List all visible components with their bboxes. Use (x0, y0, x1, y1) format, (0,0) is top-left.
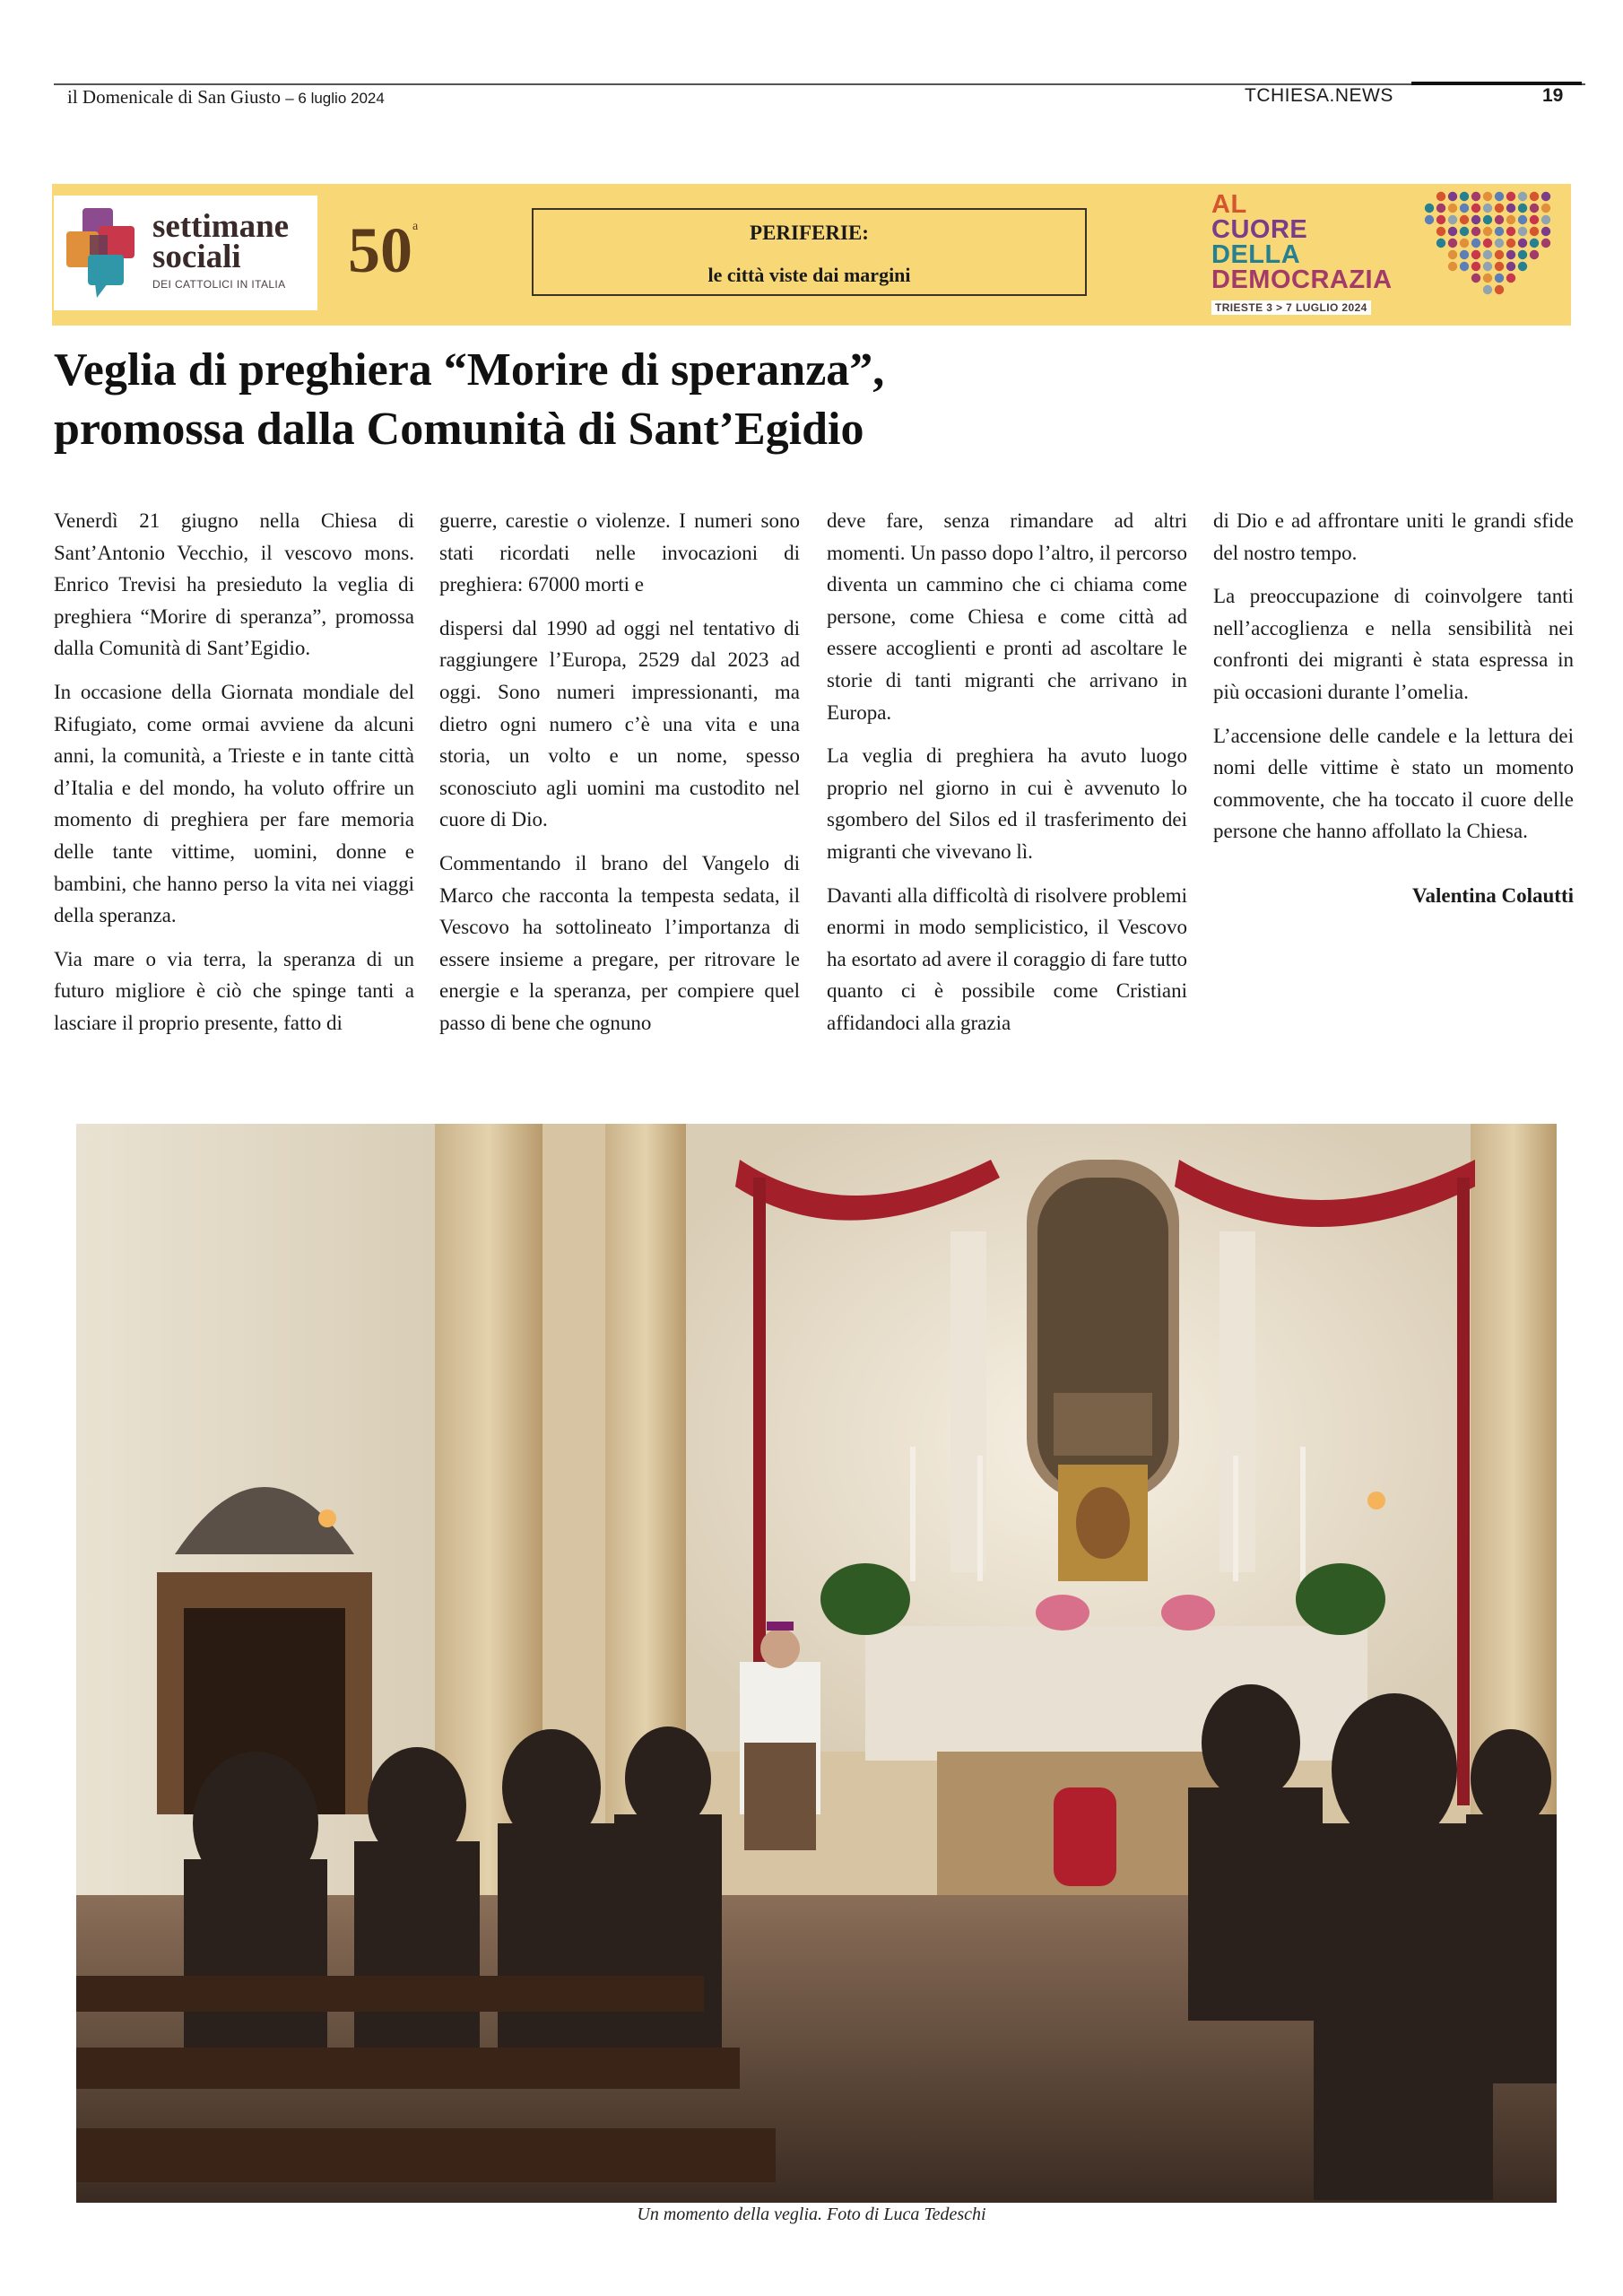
heart-dot (1448, 239, 1457, 248)
article-headline (54, 341, 1130, 459)
heart-dot (1460, 250, 1469, 259)
paragraph: deve fare, senza rimandare ad altri momenti. Un passo dopo l’altro, il percorso diventa un cammino che ci chiama come persone, come Chiesa e come città ad essere accoglienti e pronti ad ascoltare le storie di tanti migranti che arrivano in Europa. (827, 509, 1187, 724)
heart-dot (1448, 262, 1457, 271)
section-subtitle: le città viste dai margini (707, 264, 911, 286)
heart-dot (1471, 274, 1480, 283)
heart-dot (1495, 192, 1504, 201)
heart-dot (1530, 227, 1539, 236)
heart-dot (1471, 204, 1480, 213)
paragraph: guerre, carestie o violenze. I numeri sono stati ricordati nelle invocazioni di preghiera: 67000 morti e (439, 509, 800, 596)
logo-line-2: sociali (152, 239, 241, 275)
article-author: Valentina Colautti (1412, 883, 1574, 907)
section-title: PERIFERIE: (750, 222, 869, 244)
heart-dot (1506, 239, 1515, 248)
heart-dot (1495, 262, 1504, 271)
heart-dot (1471, 250, 1480, 259)
heart-dot (1506, 227, 1515, 236)
heart-dot (1541, 204, 1550, 213)
heart-dot (1495, 239, 1504, 248)
heart-dot (1471, 227, 1480, 236)
heart-dot (1448, 215, 1457, 224)
publication-name: il Domenicale di San Giusto (67, 86, 281, 108)
heart-dot (1483, 262, 1492, 271)
heart-dot (1495, 227, 1504, 236)
page-number: 19 (1542, 85, 1564, 106)
publication-header (67, 86, 385, 109)
anniversary-number: 50 (348, 214, 412, 286)
heart-dot (1530, 215, 1539, 224)
event-dates: TRIESTE 3 > 7 LUGLIO 2024 (1211, 300, 1371, 315)
speech-bubbles-icon (63, 204, 142, 301)
heart-dot (1471, 262, 1480, 271)
headline-line-2: promossa dalla Comunità di Sant’Egidio (54, 404, 864, 455)
article-column-2 (439, 505, 800, 1051)
heart-dot (1483, 227, 1492, 236)
heart-dot (1460, 192, 1469, 201)
paragraph: In occasione della Giornata mondiale del Rifugiato, come ormai avviene da alcuni anni, la comunità, a Trieste e in tante città d’Italia e del mondo, ha voluto offrire un momento di preghiera per fare memoria delle tante vittime, uomini, donne e bambini, che hanno perso la vita nei viaggi della speranza. (54, 680, 414, 927)
heart-dot (1483, 285, 1492, 294)
paragraph: La preoccupazione di coinvolgere tanti nell’accoglienza e nella sensibilità nei confronti dei migranti è stata espressa in più occasioni durante l’omelia. (1213, 585, 1574, 703)
heart-dot (1518, 204, 1527, 213)
heart-dot (1541, 239, 1550, 248)
event-title-line-3: DELLA (1211, 240, 1301, 269)
heart-dot (1495, 215, 1504, 224)
church-interior-illustration (76, 1124, 1557, 2203)
heart-dot (1483, 215, 1492, 224)
heart-dot (1436, 204, 1445, 213)
paragraph: dispersi dal 1990 ad oggi nel tentativo di raggiungere l’Europa, 2529 dal 2023 ad oggi. Sono numeri impressionanti, ma dietro ogni numero c’è una vita e una storia, un volto e un nome, spesso sconosciuto agli uomini ma custodito nel cuore di Dio. (439, 616, 800, 831)
article-column-4 (1213, 505, 1574, 924)
heart-dot (1471, 192, 1480, 201)
heart-dot (1518, 250, 1527, 259)
photo-caption: Un momento della veglia. Foto di Luca Tedeschi (637, 2205, 986, 2224)
heart-dot (1541, 192, 1550, 201)
paragraph: Davanti alla difficoltà di risolvere problemi enormi in modo semplicistico, il Vescovo ha esortato ad avere il coraggio di fare tutto quanto ci è possibile come Cristiani affidandoci alla grazia (827, 883, 1187, 1034)
heart-dot (1518, 239, 1527, 248)
heart-dot (1460, 215, 1469, 224)
heart-dot (1448, 192, 1457, 201)
heart-dot (1448, 204, 1457, 213)
section-title-box (532, 208, 1087, 296)
paragraph: Venerdì 21 giugno nella Chiesa di Sant’Antonio Vecchio, il vescovo mons. Enrico Trevisi ha presieduto la veglia di preghiera “Morire di speranza”, promossa dalla Comunità di Sant’Egidio. (54, 509, 414, 660)
heart-dot (1530, 204, 1539, 213)
event-title-line-2: CUORE (1211, 215, 1308, 244)
heart-dot (1425, 204, 1434, 213)
paragraph: L’accensione delle candele e la lettura dei nomi delle vittime è stato un momento commovente, che ha toccato il cuore delle persone che hanno affollato la Chiesa. (1213, 724, 1574, 843)
event-title-line-1: AL (1211, 190, 1247, 219)
heart-dot (1495, 274, 1504, 283)
heart-dot (1460, 262, 1469, 271)
heart-dot (1483, 192, 1492, 201)
heart-dot (1460, 239, 1469, 248)
paragraph: Via mare o via terra, la speranza di un futuro migliore è ciò che spinge tanti a lasciare il proprio presente, fatto di (54, 947, 414, 1034)
heart-dot (1448, 250, 1457, 259)
headline-line-1: Veglia di preghiera “Morire di speranza”, (54, 344, 885, 396)
heart-dot (1483, 250, 1492, 259)
heart-dot (1448, 227, 1457, 236)
heart-dot (1483, 274, 1492, 283)
heart-dot (1518, 192, 1527, 201)
heart-dot (1506, 204, 1515, 213)
heart-dot (1506, 262, 1515, 271)
site-name: TCHIESA.NEWS (1245, 85, 1393, 106)
event-title (1211, 192, 1418, 292)
heart-dot (1471, 239, 1480, 248)
heart-dot (1436, 192, 1445, 201)
anniversary-mark (348, 213, 434, 288)
article-column-3 (827, 505, 1187, 1051)
heart-dot (1506, 250, 1515, 259)
heart-dot (1460, 204, 1469, 213)
event-title-line-4: DEMOCRAZIA (1211, 265, 1393, 294)
heart-dot (1436, 215, 1445, 224)
heart-dot (1506, 274, 1515, 283)
heart-dot (1518, 227, 1527, 236)
church-vigil-photo (76, 1124, 1557, 2203)
heart-dot (1530, 192, 1539, 201)
heart-dot (1495, 250, 1504, 259)
heart-dot (1530, 250, 1539, 259)
heart-dot (1495, 285, 1504, 294)
section-banner (52, 184, 1571, 326)
heart-dot (1483, 239, 1492, 248)
heart-dot (1541, 227, 1550, 236)
heart-dot (1541, 215, 1550, 224)
heart-dot (1495, 204, 1504, 213)
heart-dots-icon (1424, 191, 1558, 317)
heart-dot (1530, 239, 1539, 248)
heart-dot (1506, 192, 1515, 201)
heart-dot (1460, 227, 1469, 236)
heart-dot (1483, 204, 1492, 213)
heart-dot (1436, 239, 1445, 248)
heart-dot (1471, 215, 1480, 224)
logo-line-1: settimane (152, 208, 290, 245)
paragraph: di Dio e ad affrontare uniti le grandi sfide del nostro tempo. (1213, 509, 1574, 564)
anniversary-sup: a (412, 220, 419, 233)
settimane-sociali-logo (54, 196, 317, 310)
heart-dot (1506, 215, 1515, 224)
issue-date: – 6 luglio 2024 (285, 90, 385, 107)
heart-dot (1436, 227, 1445, 236)
heart-dot (1518, 215, 1527, 224)
logo-tagline: DEI CATTOLICI IN ITALIA (152, 278, 286, 291)
heart-dot (1518, 262, 1527, 271)
article-column-1 (54, 505, 414, 1051)
paragraph: Commentando il brano del Vangelo di Marco che racconta la tempesta sedata, il Vescovo ha sottolineato l’importanza di essere insieme a pregare, per ritrovare le energie e la speranza, per compiere quel passo di bene che ognuno (439, 851, 800, 1034)
paragraph: La veglia di preghiera ha avuto luogo proprio nel giorno in cui è avvenuto lo sgombero del Silos ed il trasferimento dei migranti che vivevano lì. (827, 744, 1187, 863)
heart-dot (1425, 215, 1434, 224)
